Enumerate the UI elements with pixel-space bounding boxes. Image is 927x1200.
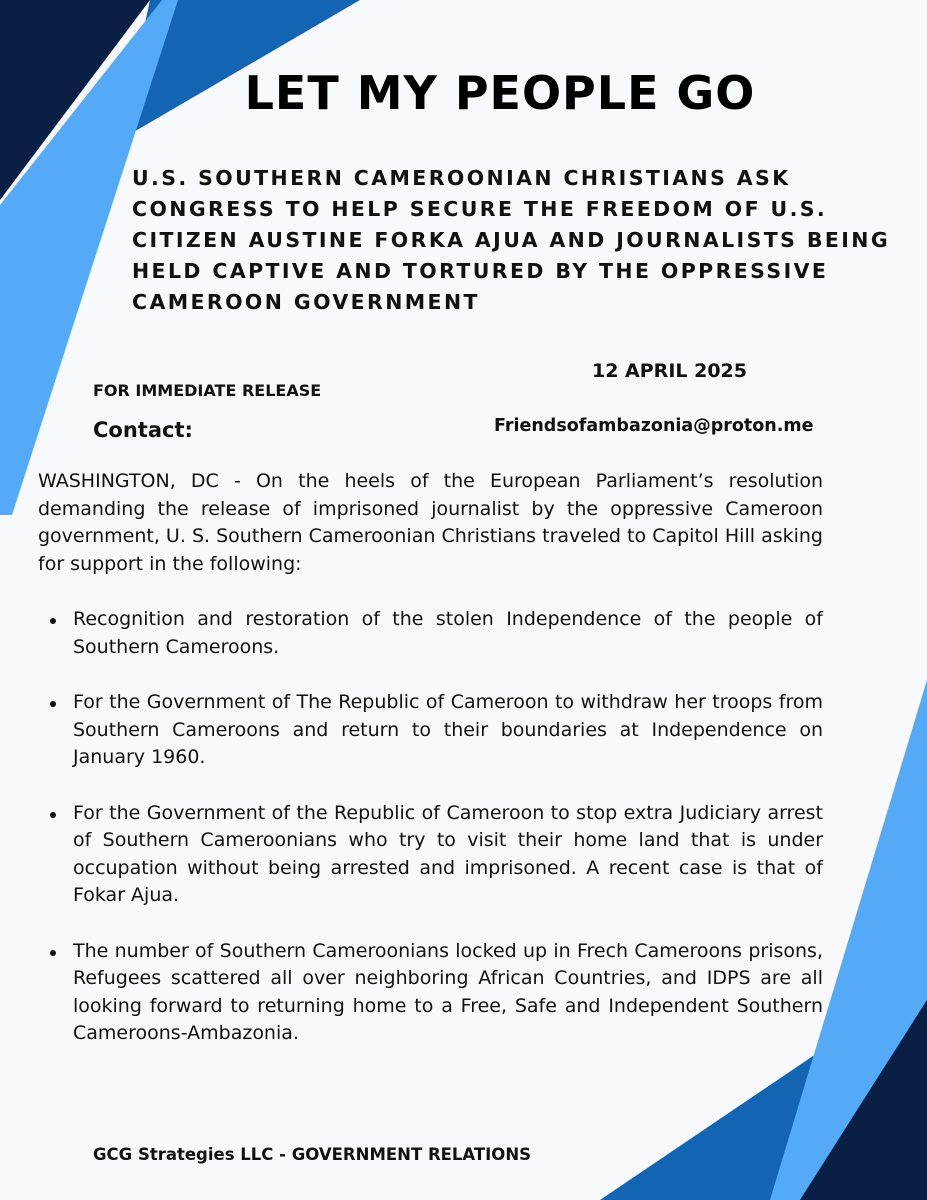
footer-organization: GCG Strategies LLC - GOVERNMENT RELATIONS: [93, 1145, 532, 1164]
list-item: [38, 606, 823, 661]
bullet-icon: [50, 812, 56, 818]
release-label: FOR IMMEDIATE RELEASE: [93, 381, 322, 400]
intro-paragraph: WASHINGTON, DC - On the heels of the European Parliament’s resolution demanding the release of imprisoned journalist by the oppressive Cameroon government, U. S. Southern Cameroonian Christians traveled to Capitol Hill asking for support in the following:: [38, 470, 823, 575]
list-item: [38, 800, 823, 910]
release-date: 12 APRIL 2025: [592, 360, 747, 382]
contact-label: Contact:: [93, 418, 193, 442]
list-item-text: For the Government of The Republic of Cameroon to withdraw her troops from Southern Cameroons and return to their boundaries at Independence on January 1960.: [73, 691, 823, 768]
list-item: [38, 689, 823, 772]
list-item-text: The number of Southern Cameroonians locked up in Frech Cameroons prisons, Refugees scattered all over neighboring African Countries, and IDPS are all looking forward to returning home to a Free, Safe and Independent Southern Cameroons-Ambazonia.: [73, 939, 823, 1044]
bullet-icon: [50, 618, 56, 624]
bullet-icon: [50, 950, 56, 956]
request-list: [38, 606, 823, 1076]
page-title: LET MY PEOPLE GO: [244, 66, 756, 120]
list-item-text: For the Government of the Republic of Cameroon to stop extra Judiciary arrest of Southern Cameroonians who try to visit their home land that is under occupation without being arrested and imprisoned. A recent case is that of Fokar Ajua.: [73, 801, 823, 906]
list-item-text: Recognition and restoration of the stolen Independence of the people of Southern Cameroons.: [73, 608, 823, 658]
bullet-icon: [50, 701, 56, 707]
list-item: [38, 938, 823, 1048]
contact-email-link[interactable]: Friendsofambazonia@proton.me: [494, 416, 814, 436]
headline: U.S. SOUTHERN CAMEROONIAN CHRISTIANS ASK CONGRESS TO HELP SECURE THE FREEDOM OF U.S. CITIZEN AUSTINE FORKA AJUA AND JOURNALISTS BEING HELD CAPTIVE AND TORTURED BY THE OPPRESSIVE CAMEROON GOVERNMENT: [132, 166, 891, 314]
